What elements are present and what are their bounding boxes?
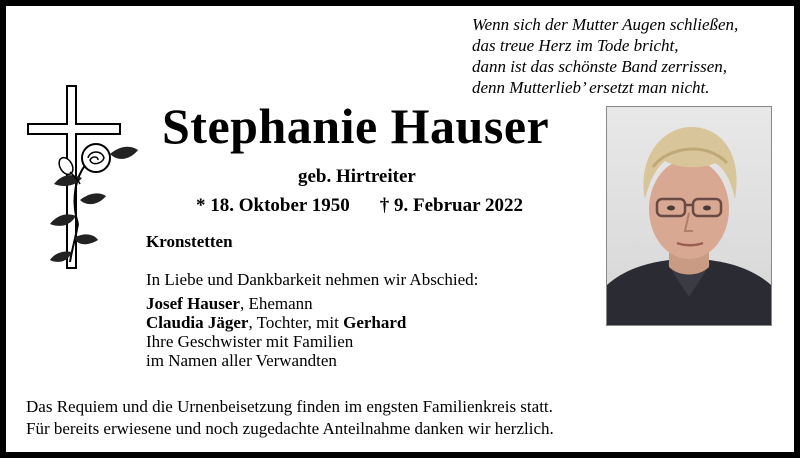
mourner-name: Josef Hauser (146, 294, 240, 313)
mourner-line (146, 313, 478, 332)
footer-line: Für bereits erwiesene und noch zugedachte Anteilnahme danken wir herzlich. (26, 419, 554, 438)
birth-date: * 18. Oktober 1950 (196, 195, 350, 216)
mourners-intro: In Liebe und Dankbarkeit nehmen wir Abschied: (146, 270, 479, 289)
footer-text (26, 396, 554, 440)
death-date: † 9. Februar 2022 (379, 195, 523, 216)
residence-place: Kronstetten (146, 232, 233, 251)
maiden-name: geb. Hirtreiter (298, 166, 416, 187)
mourner-line (146, 294, 478, 313)
mourner-partner: Gerhard (343, 313, 407, 332)
deceased-name: Stephanie Hauser (162, 98, 550, 154)
poem (472, 14, 792, 98)
life-dates (196, 195, 523, 217)
footer-line: Das Requiem und die Urnenbeisetzung finden im engsten Familienkreis statt. (26, 397, 553, 416)
mourner-name: Claudia Jäger (146, 313, 249, 332)
poem-line: dann ist das schönste Band zerrissen, (472, 57, 727, 76)
mourner-relation: , Ehemann (239, 294, 313, 313)
poem-line: denn Mutterlieb’ ersetzt man nicht. (472, 78, 710, 97)
cross-with-rose-icon (26, 84, 142, 270)
mourner-relation: , Tochter, mit (248, 313, 344, 332)
portrait-photo (606, 106, 772, 326)
poem-line: das treue Herz im Tode bricht, (472, 36, 679, 55)
mourner-line: im Namen aller Verwandten (146, 351, 337, 370)
mourners-list (146, 270, 478, 370)
mourner-line: Ihre Geschwister mit Familien (146, 332, 354, 351)
poem-line: Wenn sich der Mutter Augen schließen, (472, 15, 739, 34)
